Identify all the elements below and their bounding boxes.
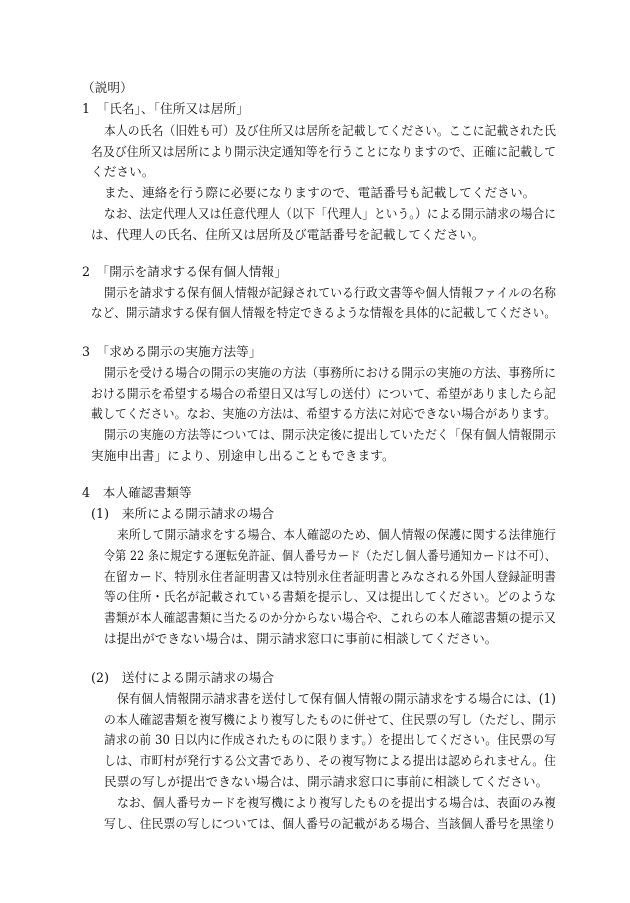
subsection-1-title: (1) 来所による開示請求の場合 <box>91 506 275 521</box>
section-1-line: また、連絡を行う際に必要になりますので、電話番号も記載してください。 <box>104 185 536 200</box>
subsection-1-line: 在留カード、特別永住者証明書又は特別永住者証明書とみなされる外国人登録証明書 <box>104 569 556 584</box>
section-1-line: は、代理人の氏名、住所又は居所及び電話番号を記載してください。 <box>91 227 485 242</box>
subsection-2-line: 請求の前 30 日以内に作成されたものに限ります。）を提出してください。住民票の写 <box>104 732 556 747</box>
section-2-line: など、開示請求する保有個人情報を特定できるような情報を具体的に記載してください。 <box>91 305 556 320</box>
subsection-1-line: 来所して開示請求をする場合、本人確認のため、個人情報の保護に関する法律施行 <box>117 527 556 542</box>
section-1-title: 1 「氏名」、「住所又は居所」 <box>82 101 249 116</box>
subsection-2-line: なお、個人番号カードを複写機により複写したものを提出する場合は、表面のみ複 <box>117 795 556 810</box>
section-3-title: 3 「求める開示の実施方法等」 <box>82 344 262 359</box>
section-3-line: 開示を受ける場合の開示の実施の方法（事務所における開示の実施の方法、事務所に <box>104 365 556 380</box>
section-4-title: 4 本人確認書類等 <box>82 485 192 500</box>
subsection-1-line: は提出ができない場合は、開示請求窓口に事前に相談してください。 <box>104 631 498 646</box>
subsection-2-line: 民票の写しが提出できない場合は、開示請求窓口に事前に相談してください。 <box>104 774 549 789</box>
subsection-1-line: 令第 22 条に規定する運転免許証、個人番号カード（ただし個人番号通知カードは不可）、 <box>104 548 556 563</box>
section-2-title: 2 「開示を請求する保有個人情報」 <box>82 264 287 279</box>
section-1-line: 名及び住所又は居所により開示決定通知等を行うことになりますので、正確に記載して <box>91 144 556 159</box>
subsection-1-line: 等の住所・氏名が記載されている書類を提示し、又は提出してください。どのような <box>104 589 556 604</box>
subsection-2-line: 保有個人情報開示請求書を送付して保有個人情報の開示請求をする場合には、(1) <box>117 691 556 706</box>
section-3-line: 載してください。なお、実施の方法は、希望する方法に対応できない場合があります。 <box>91 406 556 421</box>
subsection-2-title: (2) 送付による開示請求の場合 <box>91 670 275 685</box>
section-1-line: なお、法定代理人又は任意代理人（以下「代理人」という。）による開示請求の場合に <box>104 206 556 221</box>
section-3-line: おける開示を希望する場合の希望日又は写しの送付）について、希望がありましたら記 <box>91 386 556 401</box>
section-1-line: 本人の氏名（旧姓も可）及び住所又は居所を記載してください。ここに記載された氏 <box>104 123 556 138</box>
section-2-line: 開示を請求する保有個人情報が記録されている行政文書等や個人情報ファイルの名称 <box>104 285 556 300</box>
subsection-2-line: 写し、住民票の写しについては、個人番号の記載がある場合、当該個人番号を黒塗り <box>104 816 556 831</box>
section-3-line: 実施申出書」により、別途申し出ることもできます。 <box>91 448 395 463</box>
section-3-line: 開示の実施の方法等については、開示決定後に提出していただく「保有個人情報開示 <box>104 427 556 442</box>
subsection-2-line: しは、市町村が発行する公文書であり、その複写物による提出は認められません。住 <box>104 753 556 768</box>
subsection-1-line: 書類が本人確認書類に当たるのか分からない場合や、これらの本人確認書類の提示又 <box>104 610 556 625</box>
section-1-line: ください。 <box>91 164 155 179</box>
subsection-2-line: の本人確認書類を複写機により複写したものに併せて、住民票の写し（ただし、開示 <box>104 712 556 727</box>
explanation-heading: （説明） <box>82 80 133 95</box>
